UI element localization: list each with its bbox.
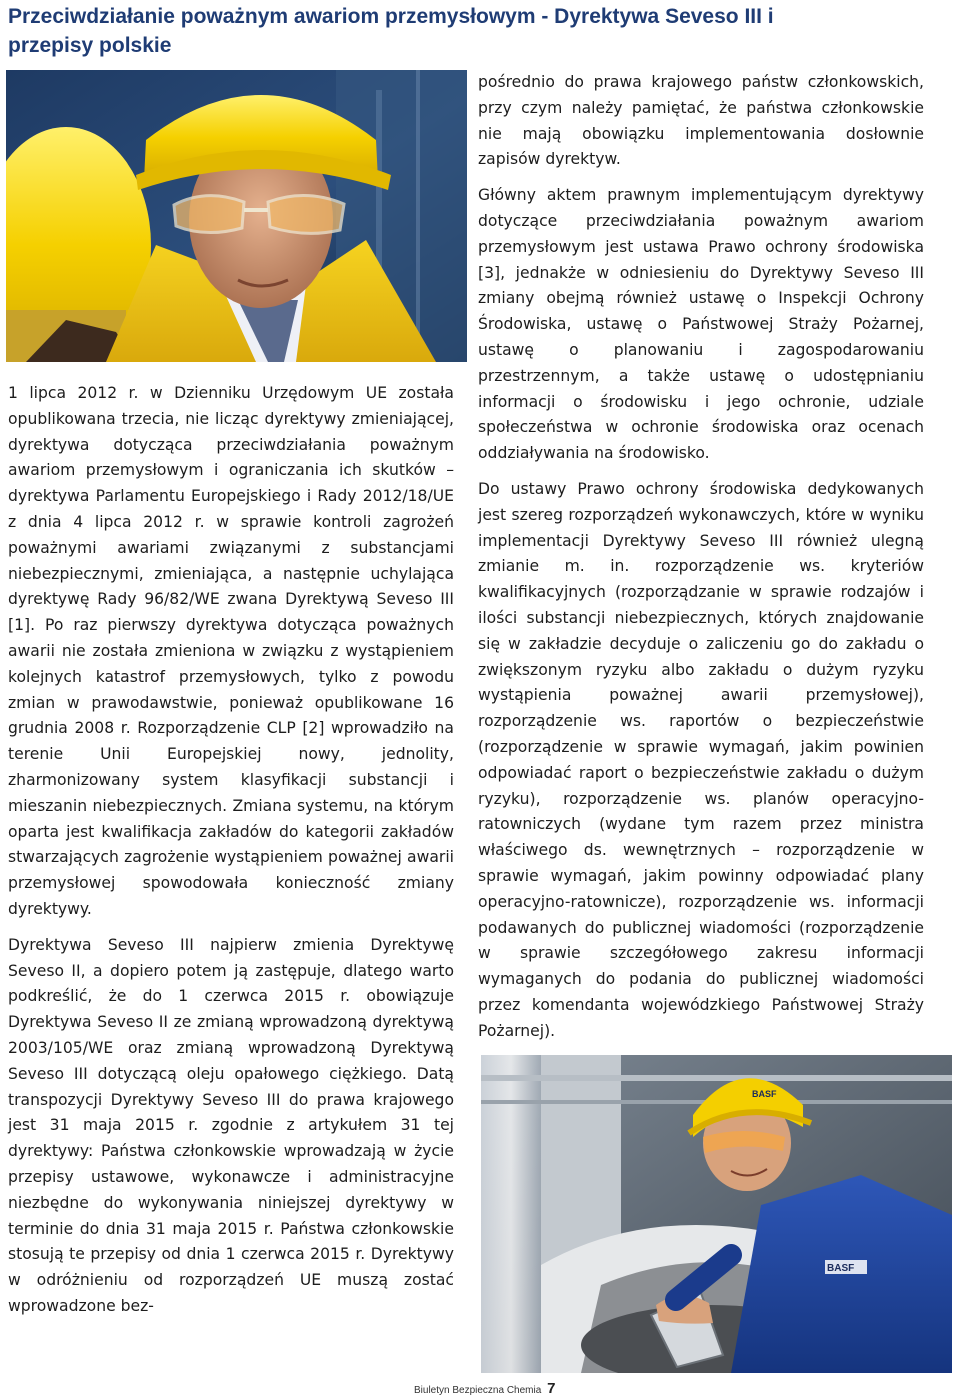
page-title: Przeciwdziałanie poważnym awariom przemysłowym - Dyrektywa Seveso III i przepisy polskie [8,5,774,57]
page-footer [414,1380,555,1398]
left-paragraph-1: 1 lipca 2012 r. w Dzienniku Urzędowym UE została opublikowana trzecia, nie licząc dyrektywy zmieniającej, dyrektywa dotycząca przeciwdziałania poważnym awariom przemysłowym i ograniczania ich skutków – dyrektywa Parlamentu Europejskiego i Rady 2012/18/UE z dnia 4 lipca 2012 r. w sprawie kontroli zagrożeń poważnymi awariami związanymi z substancjami niebezpiecznymi, zmieniająca, a następnie uchylająca dyrektywę Rady 96/82/WE zwana Dyrektywą Seveso III [1]. Po raz pierwszy dyrektywa dotycząca poważnych awarii nie została zmieniona w związku z wystąpieniem kolejnych katastrof przemysłowych, tylko z powodu zmian w prawodawstwie, ponieważ opublikowane 16 grudnia 2008 r. Rozporządzenie CLP [2] wprowadziło na terenie Unii Europejskiej nowy, jednolity, zharmonizowany system klasyfikacji substancji i mieszanin niebezpiecznych. Zmiana systemu, na którym oparta jest kwalifikacja zakładów do kategorii zakładów stwarzających zagrożenie wystąpieniem poważnej awarii przemysłowej spowodowała konieczność zmiany dyrektywy. [8,384,454,918]
left-paragraph-2: Dyrektywa Seveso III najpierw zmienia Dyrektywę Seveso II, a dopiero potem ją zastępuje, dlatego warto podkreślić, że do 1 czerwca 2015 r. obowiązuje Dyrektywa Seveso II ze zmianą wprowadzoną dyrektywą 2003/105/WE oraz zmianą wprowadzoną Dyrektywą Seveso III dotyczącą oleju opałowego ciężkiego. Datą transpozycji Dyrektywy Seveso III do prawa krajowego jest 31 maja 2015 r. zgodnie z artykułem 31 tej dyrektywy: Państwa członkowskie wprowadzają w życie przepisy ustawowe, wykonawcze i administracyjne niezbędne do wykonywania niniejszej dyrektywy w terminie do dnia 31 maja 2015 r. Państwa członkowskie stosują te przepisy od dnia 1 czerwca 2015 r. Dyrektywy w odróżnieniu od rozporządzeń UE muszą zostać wprowadzone bez- [8,935,454,1315]
publication-name: Biuletyn Bezpieczna Chemia [414,1385,542,1396]
right-paragraph-1: pośrednio do prawa krajowego państw członkowskich, przy czym należy pamiętać, że państwa członkowskie nie mają obowiązku implementowania dosłownie zapisów dyrektyw. [478,73,924,169]
right-column [478,70,924,1054]
helmet-logo: BASF [752,1089,777,1099]
right-paragraph-3: Do ustawy Prawo ochrony środowiska dedykowanych jest szereg rozporządzeń wykonawczych, które w wyniku implementacji Dyrektywy Seveso III również ulegną zmianie m. in. rozporządzenie ws. kryteriów kwalifikacyjnych (rozporządzanie w sprawie rodzajów i ilości substancji niebezpiecznych, których znajdowanie się w zakładzie decyduje o zaliczeniu go do zakładu o zwiększonym ryzyku albo zakładu o dużym ryzyku wystąpienia poważnej awarii przemysłowej), rozporządzenie ws. raportów o bezpieczeństwie (rozporządzenie w sprawie wymagań, jakim powinien odpowiadać raport o bezpieczeństwie zakładu o dużym ryzyku), rozporządzenie ws. planów operacyjno-ratowniczych (wydane tym razem przez ministra właściwego ds. wewnętrznych – rozporządzenie w sprawie wymagań, jakim powinny odpowiadać plany operacyjno-ratownicze), rozporządzenie ws. informacji podawanych do publicznej wiadomości (rozporządzenie w sprawie szczegółowego zakresu informacji wymaganych do podania do publicznej wiadomości przez komendanta wojewódzkiego Państwowej Straży Pożarnej). [478,479,924,1040]
worker-hardhat-photo [6,70,467,362]
overall-logo: BASF [827,1263,855,1274]
left-column [8,381,454,1330]
right-paragraph-2: Główny aktem prawnym implementującym dyrektywy dotyczące przeciwdziałania poważnym awariom przemysłowym jest ustawa Prawo ochrony środowiska [3], jednakże w odniesieniu do Dyrektywy Seveso III zmiany obejmą również ustawę o Inspekcji Ochrony Środowiska, ustawę o Państwowej Straży Pożarnej, ustawę o planowaniu i zagospodarowaniu przestrzennym, a także ustawę o udostępnianiu informacji o środowisku i jego ochronie, udziale społeczeństwa w ochronie środowiska oraz ocenach oddziaływania na środowisko. [478,186,924,463]
basf-worker-photo [481,1055,952,1373]
page-number: 7 [547,1380,556,1397]
